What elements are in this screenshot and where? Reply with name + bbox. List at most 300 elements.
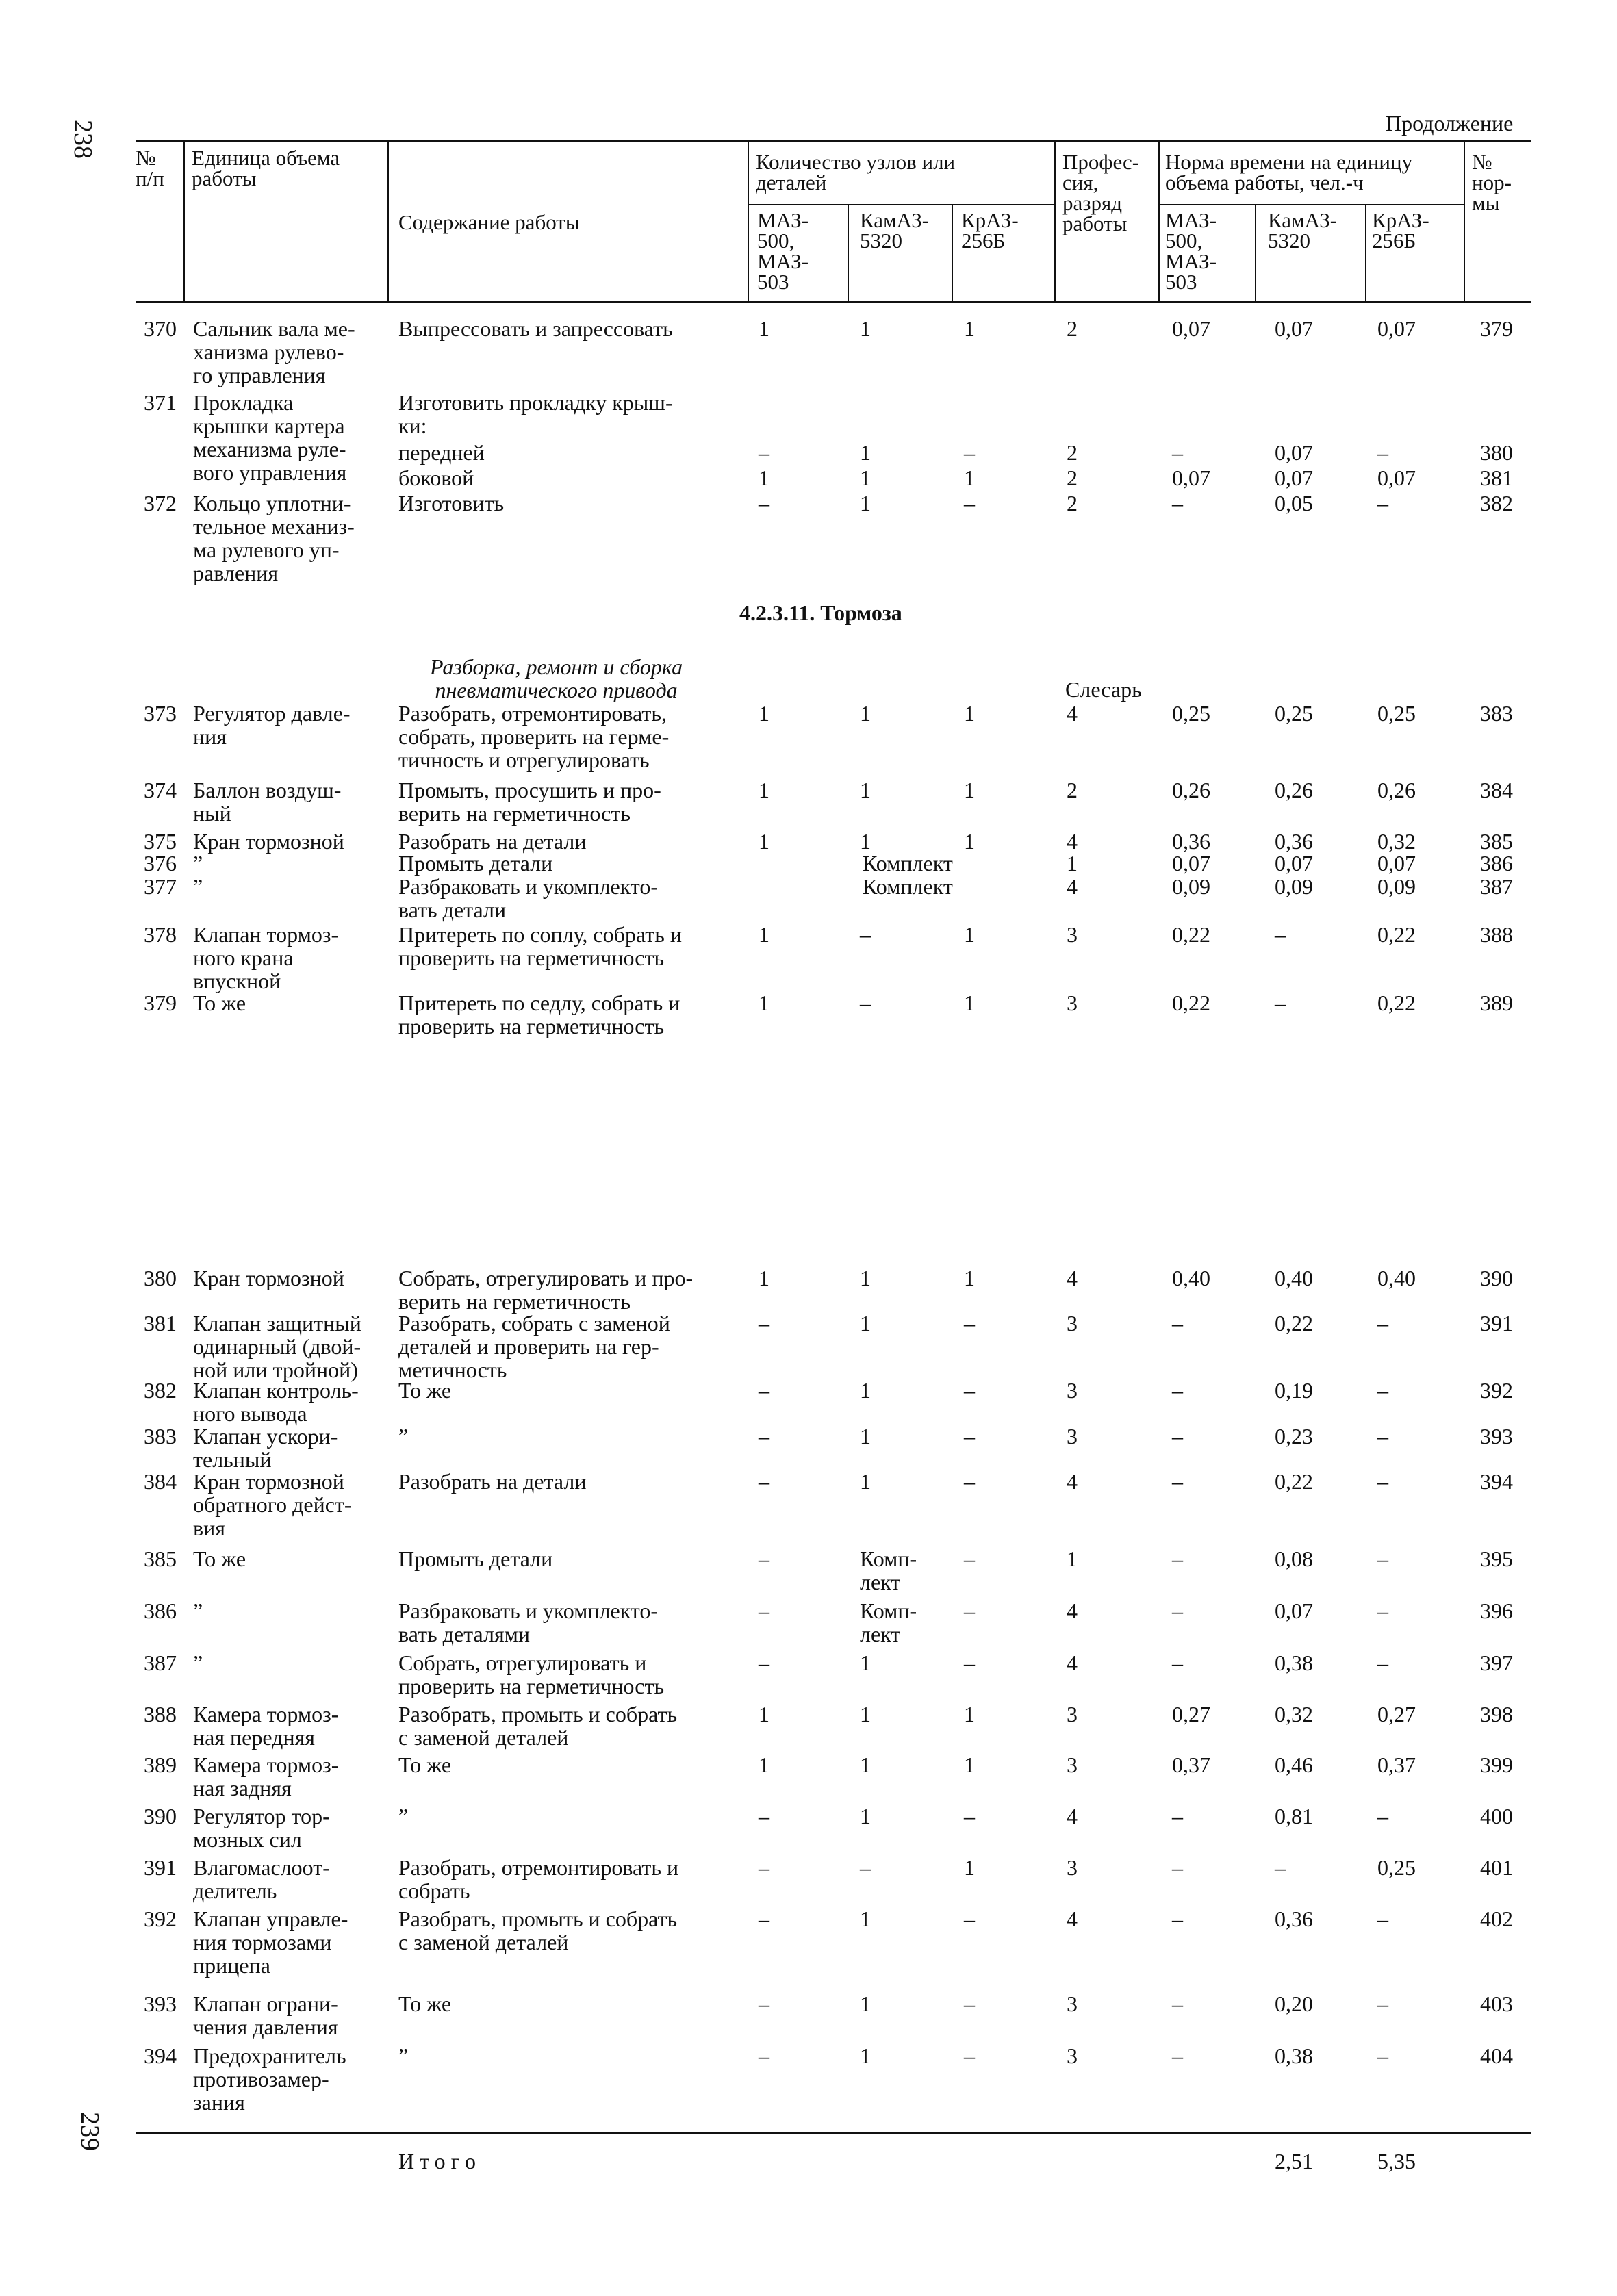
row-qty-kamaz: 1 (860, 1752, 871, 1777)
row-time-maz: – (1172, 2043, 1183, 2068)
row-time-kraz: – (1377, 440, 1388, 465)
row-time-kraz: – (1377, 1650, 1388, 1675)
row-time-kraz: – (1377, 1469, 1388, 1494)
row-content: Промыть, просушить и про- верить на герметичность (398, 778, 661, 826)
row-time-kraz: 0,22 (1377, 991, 1416, 1015)
row-qty-kraz: – (964, 1546, 975, 1571)
profession-label: Слесарь (1065, 677, 1142, 702)
row-qty-kamaz: – (860, 922, 871, 947)
row-profession: 2 (1067, 491, 1078, 515)
row-qty-kraz: 1 (964, 991, 975, 1015)
header-divider (848, 204, 849, 303)
row-profession: 3 (1067, 1378, 1078, 1403)
subsection-title: Разборка, ремонт и сборка пневматического привода (430, 654, 683, 702)
row-qty-set: Комплект (863, 874, 953, 899)
row-qty-maz: – (759, 440, 769, 465)
row-time-maz: – (1172, 1378, 1183, 1403)
row-number: 380 (144, 1266, 177, 1290)
header-time-kamaz: КамАЗ- 5320 (1268, 208, 1338, 253)
row-qty-kamaz: 1 (860, 1469, 871, 1494)
header-sub-rule (748, 204, 1054, 205)
row-time-kamaz: 0,22 (1275, 1311, 1313, 1336)
row-qty-kraz: – (964, 491, 975, 515)
row-norm-number: 382 (1480, 491, 1513, 515)
row-norm-number: 388 (1480, 922, 1513, 947)
section-title: 4.2.3.11. Тормоза (739, 600, 902, 625)
row-time-maz: – (1172, 1906, 1183, 1931)
row-time-maz: – (1172, 440, 1183, 465)
row-time-maz: 0,09 (1172, 874, 1210, 899)
row-number: 378 (144, 922, 177, 947)
row-content: Притереть по седлу, собрать и проверить на герметичность (398, 991, 680, 1038)
total-kraz: 5,35 (1377, 2149, 1416, 2173)
row-number: 381 (144, 1311, 177, 1336)
row-content: ” (398, 2043, 409, 2068)
header-bottom-rule (136, 301, 1531, 303)
row-qty-kamaz: 1 (860, 316, 871, 341)
row-number: 376 (144, 851, 177, 876)
row-unit: Клапан защитный одинарный (двой- ной или тройной) (193, 1311, 361, 1382)
row-number: 370 (144, 316, 177, 341)
row-content: Изготовить (398, 491, 505, 515)
row-time-kraz: 0,27 (1377, 1702, 1416, 1726)
row-time-kamaz: 0,46 (1275, 1752, 1313, 1777)
row-content: Собрать, отрегулировать и про- верить на герметичность (398, 1266, 693, 1314)
row-qty-kamaz: 1 (860, 701, 871, 726)
row-qty-maz: – (759, 1906, 769, 1931)
row-time-kraz: – (1377, 1804, 1388, 1828)
row-time-kamaz: 0,38 (1275, 2043, 1313, 2068)
row-profession: 3 (1067, 922, 1078, 947)
header-profession: Профес- сия, разряд работы (1062, 150, 1140, 235)
row-qty-maz: 1 (759, 1702, 769, 1726)
header-divider (387, 140, 389, 303)
row-qty-maz: 1 (759, 316, 769, 341)
row-qty-maz: – (759, 1311, 769, 1336)
row-profession: 4 (1067, 1804, 1078, 1828)
row-number: 393 (144, 1991, 177, 2016)
row-content: Разобрать, промыть и собрать с заменой деталей (398, 1702, 678, 1750)
row-time-maz: – (1172, 1311, 1183, 1336)
row-qty-kraz: – (964, 1906, 975, 1931)
row-time-kraz: – (1377, 1906, 1388, 1931)
row-qty-kamaz: 1 (860, 1650, 871, 1675)
row-time-maz: – (1172, 1469, 1183, 1494)
header-unit: Единица объема работы (192, 146, 340, 190)
row-qty-kamaz: 1 (860, 1311, 871, 1336)
row-time-maz: – (1172, 1991, 1183, 2016)
row-unit: Камера тормоз- ная задняя (193, 1752, 339, 1800)
row-norm-number: 397 (1480, 1650, 1513, 1675)
row-time-maz: – (1172, 1650, 1183, 1675)
row-profession: 3 (1067, 1424, 1078, 1449)
row-time-kamaz: 0,81 (1275, 1804, 1313, 1828)
row-qty-maz: 1 (759, 1266, 769, 1290)
row-qty-kraz: – (964, 1469, 975, 1494)
row-number: 392 (144, 1906, 177, 1931)
row-number: 383 (144, 1424, 177, 1449)
row-number: 384 (144, 1469, 177, 1494)
row-unit: Камера тормоз- ная передняя (193, 1702, 339, 1750)
header-divider (1255, 204, 1256, 303)
row-time-kraz: – (1377, 1378, 1388, 1403)
row-time-kamaz: 0,09 (1275, 874, 1313, 899)
row-unit: То же (193, 1546, 246, 1571)
row-time-maz: 0,25 (1172, 701, 1210, 726)
row-time-kamaz: 0,07 (1275, 1598, 1313, 1623)
row-qty-kraz: 1 (964, 1702, 975, 1726)
row-qty-kamaz: 1 (860, 1991, 871, 2016)
row-content: Разбраковать и укомплекто- вать детали (398, 874, 659, 922)
row-time-maz: – (1172, 491, 1183, 515)
row-time-kamaz: 0,07 (1275, 440, 1313, 465)
row-qty-kamaz: 1 (860, 1906, 871, 1931)
row-profession: 4 (1067, 1266, 1078, 1290)
row-profession: 4 (1067, 1650, 1078, 1675)
row-norm-number: 396 (1480, 1598, 1513, 1623)
row-time-kraz: 0,32 (1377, 829, 1416, 854)
row-profession: 3 (1067, 991, 1078, 1015)
row-content: Разбраковать и укомплекто- вать деталями (398, 1598, 659, 1646)
row-time-kraz: 0,07 (1377, 465, 1416, 490)
row-number: 371 (144, 390, 177, 415)
row-norm-number: 404 (1480, 2043, 1513, 2068)
row-profession: 1 (1067, 851, 1078, 876)
row-qty-kamaz: 1 (860, 1378, 871, 1403)
row-number: 391 (144, 1855, 177, 1880)
row-content: ” (398, 1804, 409, 1828)
total-rule (136, 2132, 1531, 2134)
row-time-maz: 0,07 (1172, 316, 1210, 341)
header-top-rule (136, 140, 1531, 142)
row-time-maz: 0,07 (1172, 465, 1210, 490)
row-number: 394 (144, 2043, 177, 2068)
row-content: передней (398, 440, 485, 465)
row-qty-kamaz: 1 (860, 1266, 871, 1290)
row-profession: 4 (1067, 874, 1078, 899)
row-content: Притереть по соплу, собрать и проверить на герметичность (398, 922, 682, 970)
row-norm-number: 384 (1480, 778, 1513, 802)
row-qty-kamaz: 1 (860, 1804, 871, 1828)
row-norm-number: 390 (1480, 1266, 1513, 1290)
row-content: Изготовить прокладку крыш- ки: (398, 390, 673, 438)
row-profession: 4 (1067, 701, 1078, 726)
row-unit: Прокладка крышки картера механизма руле- вого управления (193, 390, 347, 485)
row-content: Разобрать на детали (398, 1469, 587, 1494)
row-time-kamaz: – (1275, 991, 1286, 1015)
header-num: № п/п (136, 146, 164, 190)
row-unit: Кран тормозной (193, 1266, 344, 1290)
row-qty-kraz: 1 (964, 829, 975, 854)
row-content: Разобрать, промыть и собрать с заменой деталей (398, 1906, 678, 1954)
row-qty-kamaz: 1 (860, 778, 871, 802)
row-unit: Предохранитель противозамер- зания (193, 2043, 346, 2115)
row-unit: Клапан ускори- тельный (193, 1424, 338, 1472)
row-time-kamaz: 0,32 (1275, 1702, 1313, 1726)
continuation-label: Продолжение (1386, 111, 1514, 136)
row-content: То же (398, 1378, 452, 1403)
row-profession: 4 (1067, 829, 1078, 854)
row-number: 373 (144, 701, 177, 726)
row-norm-number: 403 (1480, 1991, 1513, 2016)
row-qty-maz: – (759, 1991, 769, 2016)
row-qty-kamaz: 1 (860, 491, 871, 515)
row-qty-maz: – (759, 1469, 769, 1494)
row-qty-kraz: – (964, 2043, 975, 2068)
row-content: То же (398, 1991, 452, 2016)
row-time-maz: 0,37 (1172, 1752, 1210, 1777)
total-kamaz: 2,51 (1275, 2149, 1313, 2173)
row-qty-kraz: – (964, 1650, 975, 1675)
row-time-kraz: 0,25 (1377, 701, 1416, 726)
row-profession: 2 (1067, 465, 1078, 490)
row-time-maz: 0,36 (1172, 829, 1210, 854)
row-time-maz: 0,26 (1172, 778, 1210, 802)
row-qty-kraz: – (964, 440, 975, 465)
row-norm-number: 389 (1480, 991, 1513, 1015)
row-norm-number: 387 (1480, 874, 1513, 899)
row-number: 374 (144, 778, 177, 802)
row-time-kamaz: – (1275, 922, 1286, 947)
row-qty-kraz: 1 (964, 922, 975, 947)
row-qty-maz: – (759, 1546, 769, 1571)
row-time-maz: – (1172, 1804, 1183, 1828)
row-qty-kraz: 1 (964, 1752, 975, 1777)
row-time-kraz: 0,07 (1377, 316, 1416, 341)
row-time-kamaz: 0,25 (1275, 701, 1313, 726)
row-time-kamaz: 0,26 (1275, 778, 1313, 802)
row-qty-maz: 1 (759, 991, 769, 1015)
row-qty-maz: – (759, 1598, 769, 1623)
row-qty-kamaz: 1 (860, 465, 871, 490)
row-time-maz: – (1172, 1855, 1183, 1880)
row-qty-kraz: 1 (964, 465, 975, 490)
row-unit: Баллон воздуш- ный (193, 778, 342, 826)
row-content: То же (398, 1752, 452, 1777)
row-qty-maz: – (759, 491, 769, 515)
header-divider (1365, 204, 1366, 303)
row-qty-maz: 1 (759, 922, 769, 947)
row-time-kamaz: 0,07 (1275, 851, 1313, 876)
row-profession: 3 (1067, 1855, 1078, 1880)
header-qty-kraz: КрАЗ- 256Б (961, 208, 1019, 253)
header-norm: № нор- мы (1472, 150, 1512, 215)
row-time-maz: 0,27 (1172, 1702, 1210, 1726)
row-profession: 1 (1067, 1546, 1078, 1571)
row-number: 379 (144, 991, 177, 1015)
row-qty-kamaz: – (860, 1855, 871, 1880)
row-qty-maz: – (759, 2043, 769, 2068)
row-time-kraz: – (1377, 491, 1388, 515)
row-time-maz: 0,22 (1172, 922, 1210, 947)
row-time-kraz: 0,07 (1377, 851, 1416, 876)
row-profession: 2 (1067, 316, 1078, 341)
row-unit: Влагомаслоот- делитель (193, 1855, 330, 1903)
row-unit: ” (193, 874, 203, 899)
row-profession: 3 (1067, 1752, 1078, 1777)
row-time-kamaz: 0,23 (1275, 1424, 1313, 1449)
total-label: Итого (398, 2149, 481, 2173)
row-unit: Клапан управле- ния тормозами прицепа (193, 1906, 348, 1978)
row-qty-maz: 1 (759, 1752, 769, 1777)
row-profession: 3 (1067, 1991, 1078, 2016)
row-time-kraz: 0,22 (1377, 922, 1416, 947)
row-qty-kraz: 1 (964, 1855, 975, 1880)
header-divider (1158, 140, 1160, 303)
row-unit: Клапан тормоз- ного крана впускной (193, 922, 339, 993)
header-time-maz: МАЗ- 500, МАЗ- 503 (1165, 208, 1217, 294)
header-qty-maz: МАЗ- 500, МАЗ- 503 (757, 208, 809, 294)
row-norm-number: 399 (1480, 1752, 1513, 1777)
row-profession: 3 (1067, 2043, 1078, 2068)
row-profession: 3 (1067, 1311, 1078, 1336)
row-time-kraz: 0,26 (1377, 778, 1416, 802)
header-time-kraz: КрАЗ- 256Б (1372, 208, 1429, 253)
row-norm-number: 383 (1480, 701, 1513, 726)
row-qty-kraz: – (964, 1424, 975, 1449)
row-qty-kraz: 1 (964, 778, 975, 802)
row-time-kraz: – (1377, 2043, 1388, 2068)
header-divider (1054, 140, 1056, 303)
row-time-kamaz: 0,36 (1275, 1906, 1313, 1931)
page-number-top: 238 (68, 120, 97, 159)
row-unit: ” (193, 851, 203, 876)
row-qty-maz: 1 (759, 701, 769, 726)
row-qty-maz: 1 (759, 829, 769, 854)
row-unit: Кран тормозной (193, 829, 344, 854)
row-number: 388 (144, 1702, 177, 1726)
row-time-maz: – (1172, 1546, 1183, 1571)
row-content: Промыть детали (398, 1546, 553, 1571)
row-time-kamaz: 0,07 (1275, 316, 1313, 341)
row-qty-kraz: 1 (964, 701, 975, 726)
row-profession: 4 (1067, 1906, 1078, 1931)
header-content: Содержание работы (398, 210, 580, 234)
row-time-kamaz: 0,38 (1275, 1650, 1313, 1675)
row-number: 375 (144, 829, 177, 854)
row-time-kraz: 0,25 (1377, 1855, 1416, 1880)
row-qty-maz: 1 (759, 465, 769, 490)
row-time-kamaz: 0,36 (1275, 829, 1313, 854)
row-norm-number: 392 (1480, 1378, 1513, 1403)
row-qty-kamaz: 1 (860, 829, 871, 854)
header-divider (748, 140, 749, 303)
row-content: боковой (398, 465, 474, 490)
row-qty-maz: – (759, 1378, 769, 1403)
row-time-kamaz: 0,08 (1275, 1546, 1313, 1571)
row-qty-kraz: – (964, 1804, 975, 1828)
row-qty-maz: – (759, 1804, 769, 1828)
header-divider (183, 140, 185, 303)
row-time-kamaz: 0,07 (1275, 465, 1313, 490)
row-content: ” (398, 1424, 409, 1449)
header-sub-rule (1158, 204, 1464, 205)
row-content: Разобрать, отремонтировать, собрать, проверить на герме- тичность и отрегулировать (398, 701, 670, 772)
row-norm-number: 395 (1480, 1546, 1513, 1571)
row-unit: Регулятор давле- ния (193, 701, 351, 749)
row-number: 389 (144, 1752, 177, 1777)
row-qty-kraz: 1 (964, 316, 975, 341)
header-time: Норма времени на единицу объема работы, чел.-ч (1165, 150, 1413, 194)
row-number: 387 (144, 1650, 177, 1675)
row-time-kraz: – (1377, 1311, 1388, 1336)
row-qty-kamaz: Комп- лект (860, 1546, 917, 1594)
row-content: Разобрать на детали (398, 829, 587, 854)
row-unit: Клапан ограни- чения давления (193, 1991, 338, 2039)
row-profession: 4 (1067, 1469, 1078, 1494)
row-norm-number: 401 (1480, 1855, 1513, 1880)
row-time-kraz: – (1377, 1424, 1388, 1449)
row-norm-number: 391 (1480, 1311, 1513, 1336)
row-time-kamaz: 0,40 (1275, 1266, 1313, 1290)
row-time-kraz: 0,09 (1377, 874, 1416, 899)
row-content: Разобрать, собрать с заменой деталей и проверить на гер- метичность (398, 1311, 670, 1382)
row-number: 390 (144, 1804, 177, 1828)
row-time-kamaz: 0,22 (1275, 1469, 1313, 1494)
header-divider (952, 204, 953, 303)
header-qty: Количество узлов или деталей (756, 150, 956, 194)
row-qty-kamaz: 1 (860, 2043, 871, 2068)
row-time-maz: – (1172, 1424, 1183, 1449)
row-norm-number: 394 (1480, 1469, 1513, 1494)
header-divider (1464, 140, 1465, 303)
row-norm-number: 393 (1480, 1424, 1513, 1449)
row-qty-maz: – (759, 1650, 769, 1675)
row-profession: 2 (1067, 440, 1078, 465)
row-norm-number: 400 (1480, 1804, 1513, 1828)
row-unit: Кран тормозной обратного дейст- вия (193, 1469, 352, 1540)
row-content: Выпрессовать и запрессовать (398, 316, 673, 341)
row-qty-maz: – (759, 1855, 769, 1880)
row-content: Собрать, отрегулировать и проверить на герметичность (398, 1650, 665, 1698)
row-number: 372 (144, 491, 177, 515)
row-qty-set: Комплект (863, 851, 953, 876)
row-unit: Регулятор тор- мозных сил (193, 1804, 330, 1852)
row-unit: ” (193, 1650, 203, 1675)
page-number-bottom: 239 (75, 2112, 104, 2151)
row-qty-kamaz: Комп- лект (860, 1598, 917, 1646)
row-norm-number: 398 (1480, 1702, 1513, 1726)
row-time-kraz: 0,40 (1377, 1266, 1416, 1290)
row-norm-number: 381 (1480, 465, 1513, 490)
row-norm-number: 402 (1480, 1906, 1513, 1931)
row-time-kamaz: 0,05 (1275, 491, 1313, 515)
row-profession: 3 (1067, 1702, 1078, 1726)
row-unit: Кольцо уплотни- тельное механиз- ма рулевого уп- равления (193, 491, 355, 585)
row-norm-number: 380 (1480, 440, 1513, 465)
row-qty-kraz: – (964, 1598, 975, 1623)
row-norm-number: 379 (1480, 316, 1513, 341)
row-time-kraz: – (1377, 1991, 1388, 2016)
row-qty-kraz: – (964, 1378, 975, 1403)
row-time-kraz: 0,37 (1377, 1752, 1416, 1777)
row-profession: 2 (1067, 778, 1078, 802)
row-qty-kraz: – (964, 1991, 975, 2016)
row-time-maz: 0,07 (1172, 851, 1210, 876)
row-qty-maz: 1 (759, 778, 769, 802)
row-time-kamaz: 0,19 (1275, 1378, 1313, 1403)
row-unit: Клапан контроль- ного вывода (193, 1378, 359, 1426)
row-qty-kamaz: 1 (860, 1424, 871, 1449)
row-unit: ” (193, 1598, 203, 1623)
row-qty-kamaz: 1 (860, 440, 871, 465)
row-number: 377 (144, 874, 177, 899)
row-norm-number: 386 (1480, 851, 1513, 876)
row-content: Разобрать, отремонтировать и собрать (398, 1855, 679, 1903)
row-qty-kamaz: – (860, 991, 871, 1015)
row-norm-number: 385 (1480, 829, 1513, 854)
row-qty-kraz: 1 (964, 1266, 975, 1290)
